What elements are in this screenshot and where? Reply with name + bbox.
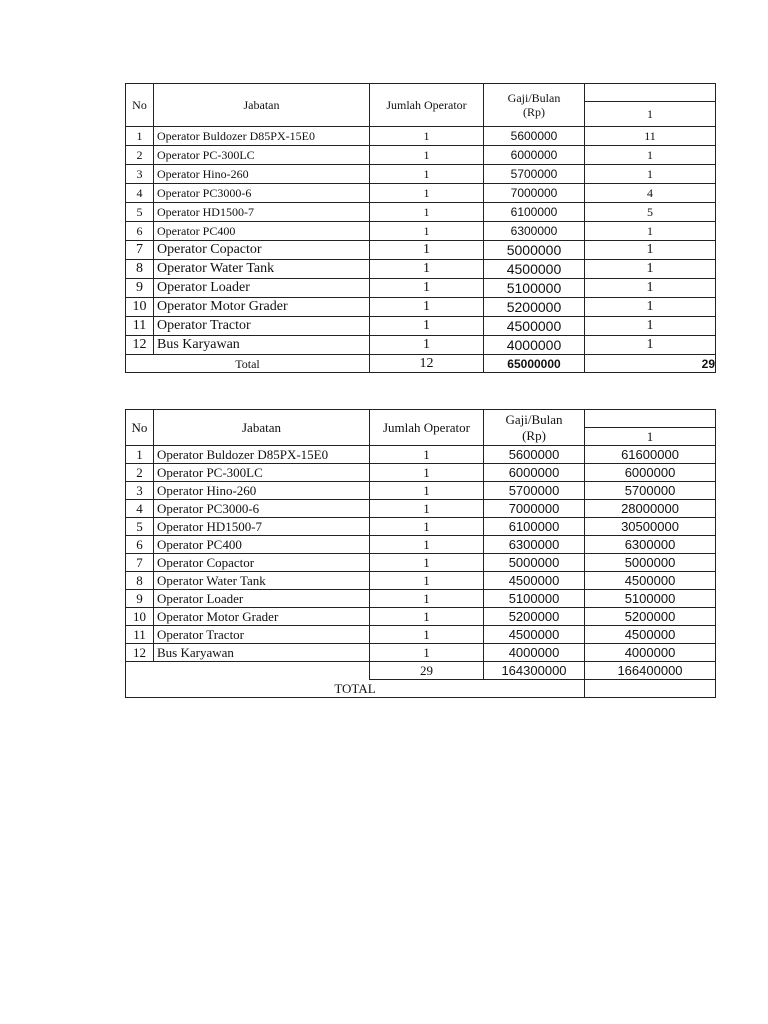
row-gaji: 5700000 (484, 482, 585, 500)
row-jumlah: 1 (370, 626, 484, 644)
row-no: 10 (126, 298, 154, 317)
row-col5: 1 (585, 298, 716, 317)
row-jabatan: Operator HD1500-7 (154, 203, 370, 222)
row-gaji: 6000000 (484, 464, 585, 482)
table1-header-jabatan: Jabatan (154, 84, 370, 127)
row-gaji: 4500000 (484, 260, 585, 279)
table1-total-jumlah: 12 (370, 355, 484, 373)
row-jabatan: Operator Hino-260 (154, 165, 370, 184)
table1-header-row (126, 84, 716, 102)
row-no: 3 (126, 482, 154, 500)
table2-header-row (126, 410, 716, 428)
table-row (126, 336, 716, 355)
row-no: 5 (126, 518, 154, 536)
row-jabatan: Bus Karyawan (154, 644, 370, 662)
table-row (126, 279, 716, 298)
table2-sum-col5: 166400000 (585, 662, 716, 680)
row-col5: 6300000 (585, 536, 716, 554)
row-gaji: 6300000 (484, 536, 585, 554)
row-jabatan: Operator Motor Grader (154, 298, 370, 317)
table-row (126, 241, 716, 260)
row-jumlah: 1 (370, 644, 484, 662)
row-no: 11 (126, 317, 154, 336)
row-gaji: 5700000 (484, 165, 585, 184)
row-col5: 5 (585, 203, 716, 222)
row-no: 9 (126, 279, 154, 298)
row-jabatan: Operator Loader (154, 590, 370, 608)
row-gaji: 4500000 (484, 626, 585, 644)
row-gaji: 4500000 (484, 572, 585, 590)
row-jumlah: 1 (370, 279, 484, 298)
row-jumlah: 1 (370, 536, 484, 554)
row-jumlah: 1 (370, 184, 484, 203)
row-col5: 1 (585, 222, 716, 241)
row-gaji: 5100000 (484, 590, 585, 608)
row-col5: 4500000 (585, 572, 716, 590)
table2-header-jabatan: Jabatan (154, 410, 370, 446)
row-no: 7 (126, 241, 154, 260)
row-no: 12 (126, 644, 154, 662)
table-row (126, 184, 716, 203)
row-jumlah: 1 (370, 464, 484, 482)
row-jabatan: Operator Water Tank (154, 572, 370, 590)
row-no: 8 (126, 260, 154, 279)
row-col5: 61600000 (585, 446, 716, 464)
table-row (126, 146, 716, 165)
row-col5: 1 (585, 165, 716, 184)
row-jumlah: 1 (370, 336, 484, 355)
table-row (126, 644, 716, 662)
row-no: 8 (126, 572, 154, 590)
row-jabatan: Operator Copactor (154, 554, 370, 572)
row-jumlah: 1 (370, 518, 484, 536)
table-row (126, 260, 716, 279)
table1-total-label: Total (126, 355, 370, 373)
row-col5: 11 (585, 127, 716, 146)
table2-header-col5-top (585, 410, 716, 428)
table1-total-col5: 29 (585, 355, 716, 373)
row-gaji: 7000000 (484, 184, 585, 203)
row-jumlah: 1 (370, 500, 484, 518)
table2-sum-jumlah: 29 (370, 662, 484, 680)
row-col5: 5700000 (585, 482, 716, 500)
table-row (126, 127, 716, 146)
row-col5: 4500000 (585, 626, 716, 644)
table2-total-col5 (585, 680, 716, 698)
row-jabatan: Operator Water Tank (154, 260, 370, 279)
table1-header-gaji: Gaji/Bulan (Rp) (484, 84, 585, 127)
row-col5: 1 (585, 317, 716, 336)
row-jabatan: Operator Buldozer D85PX-15E0 (154, 127, 370, 146)
table-row (126, 590, 716, 608)
row-no: 5 (126, 203, 154, 222)
row-jumlah: 1 (370, 241, 484, 260)
row-jumlah: 1 (370, 482, 484, 500)
row-jabatan: Bus Karyawan (154, 336, 370, 355)
row-no: 4 (126, 500, 154, 518)
row-jumlah: 1 (370, 446, 484, 464)
row-col5: 30500000 (585, 518, 716, 536)
table-row (126, 626, 716, 644)
row-gaji: 7000000 (484, 500, 585, 518)
row-jabatan: Operator PC400 (154, 536, 370, 554)
table1-total-row (126, 355, 716, 373)
table2-total-label: TOTAL (126, 680, 585, 698)
row-jumlah: 1 (370, 317, 484, 336)
row-no: 6 (126, 222, 154, 241)
row-no: 2 (126, 464, 154, 482)
table-row (126, 572, 716, 590)
table2-sum-gaji: 164300000 (484, 662, 585, 680)
row-no: 11 (126, 626, 154, 644)
row-col5: 1 (585, 146, 716, 165)
row-no: 7 (126, 554, 154, 572)
row-gaji: 5200000 (484, 298, 585, 317)
table-row (126, 203, 716, 222)
row-no: 9 (126, 590, 154, 608)
table1-header-jumlah: Jumlah Operator (370, 84, 484, 127)
table2-total-row (126, 680, 716, 698)
row-no: 12 (126, 336, 154, 355)
row-jabatan: Operator Tractor (154, 317, 370, 336)
row-col5: 4000000 (585, 644, 716, 662)
row-no: 1 (126, 127, 154, 146)
table2-header-no: No (126, 410, 154, 446)
row-gaji: 5000000 (484, 241, 585, 260)
row-col5: 6000000 (585, 464, 716, 482)
table2-sum-row (126, 662, 716, 680)
row-jumlah: 1 (370, 127, 484, 146)
row-gaji: 6000000 (484, 146, 585, 165)
table2-header-gaji: Gaji/Bulan (Rp) (484, 410, 585, 446)
row-col5: 5100000 (585, 590, 716, 608)
row-col5: 1 (585, 279, 716, 298)
row-jumlah: 1 (370, 203, 484, 222)
row-col5: 1 (585, 260, 716, 279)
table1-header-no: No (126, 84, 154, 127)
table-row (126, 317, 716, 336)
table-row (126, 500, 716, 518)
row-col5: 4 (585, 184, 716, 203)
row-jabatan: Operator Buldozer D85PX-15E0 (154, 446, 370, 464)
row-gaji: 5000000 (484, 554, 585, 572)
row-no: 4 (126, 184, 154, 203)
row-col5: 28000000 (585, 500, 716, 518)
row-jabatan: Operator Motor Grader (154, 608, 370, 626)
row-jabatan: Operator PC400 (154, 222, 370, 241)
row-gaji: 6100000 (484, 518, 585, 536)
table-row (126, 165, 716, 184)
table1-header-col5-top (585, 84, 716, 102)
table-row (126, 222, 716, 241)
table-row (126, 518, 716, 536)
row-gaji: 6300000 (484, 222, 585, 241)
row-col5: 5200000 (585, 608, 716, 626)
row-jabatan: Operator Copactor (154, 241, 370, 260)
row-jabatan: Operator Tractor (154, 626, 370, 644)
row-jumlah: 1 (370, 590, 484, 608)
table-row (126, 608, 716, 626)
row-gaji: 4000000 (484, 644, 585, 662)
row-jumlah: 1 (370, 554, 484, 572)
salary-table-1 (125, 83, 715, 373)
table-row (126, 554, 716, 572)
row-no: 2 (126, 146, 154, 165)
row-jabatan: Operator PC3000-6 (154, 500, 370, 518)
row-jabatan: Operator PC-300LC (154, 146, 370, 165)
table-row (126, 464, 716, 482)
row-no: 3 (126, 165, 154, 184)
table2-sum-blank (126, 662, 370, 680)
row-jumlah: 1 (370, 222, 484, 241)
row-col5: 1 (585, 241, 716, 260)
row-no: 1 (126, 446, 154, 464)
salary-table-2 (125, 409, 681, 698)
row-gaji: 5100000 (484, 279, 585, 298)
table2-header-jumlah: Jumlah Operator (370, 410, 484, 446)
row-jumlah: 1 (370, 260, 484, 279)
table-row (126, 482, 716, 500)
row-col5: 1 (585, 336, 716, 355)
row-jabatan: Operator HD1500-7 (154, 518, 370, 536)
row-col5: 5000000 (585, 554, 716, 572)
row-gaji: 4500000 (484, 317, 585, 336)
row-no: 6 (126, 536, 154, 554)
table1-header-col5-sub: 1 (585, 102, 716, 127)
table2-header-col5-sub: 1 (585, 428, 716, 446)
table-row (126, 446, 716, 464)
table1-total-gaji: 65000000 (484, 355, 585, 373)
row-gaji: 4000000 (484, 336, 585, 355)
row-jumlah: 1 (370, 298, 484, 317)
row-gaji: 5600000 (484, 446, 585, 464)
row-jumlah: 1 (370, 572, 484, 590)
row-jumlah: 1 (370, 146, 484, 165)
row-jumlah: 1 (370, 608, 484, 626)
row-jabatan: Operator PC3000-6 (154, 184, 370, 203)
row-no: 10 (126, 608, 154, 626)
table-row (126, 536, 716, 554)
row-gaji: 5600000 (484, 127, 585, 146)
row-jumlah: 1 (370, 165, 484, 184)
row-jabatan: Operator Hino-260 (154, 482, 370, 500)
row-jabatan: Operator Loader (154, 279, 370, 298)
row-gaji: 5200000 (484, 608, 585, 626)
row-jabatan: Operator PC-300LC (154, 464, 370, 482)
table-row (126, 298, 716, 317)
row-gaji: 6100000 (484, 203, 585, 222)
